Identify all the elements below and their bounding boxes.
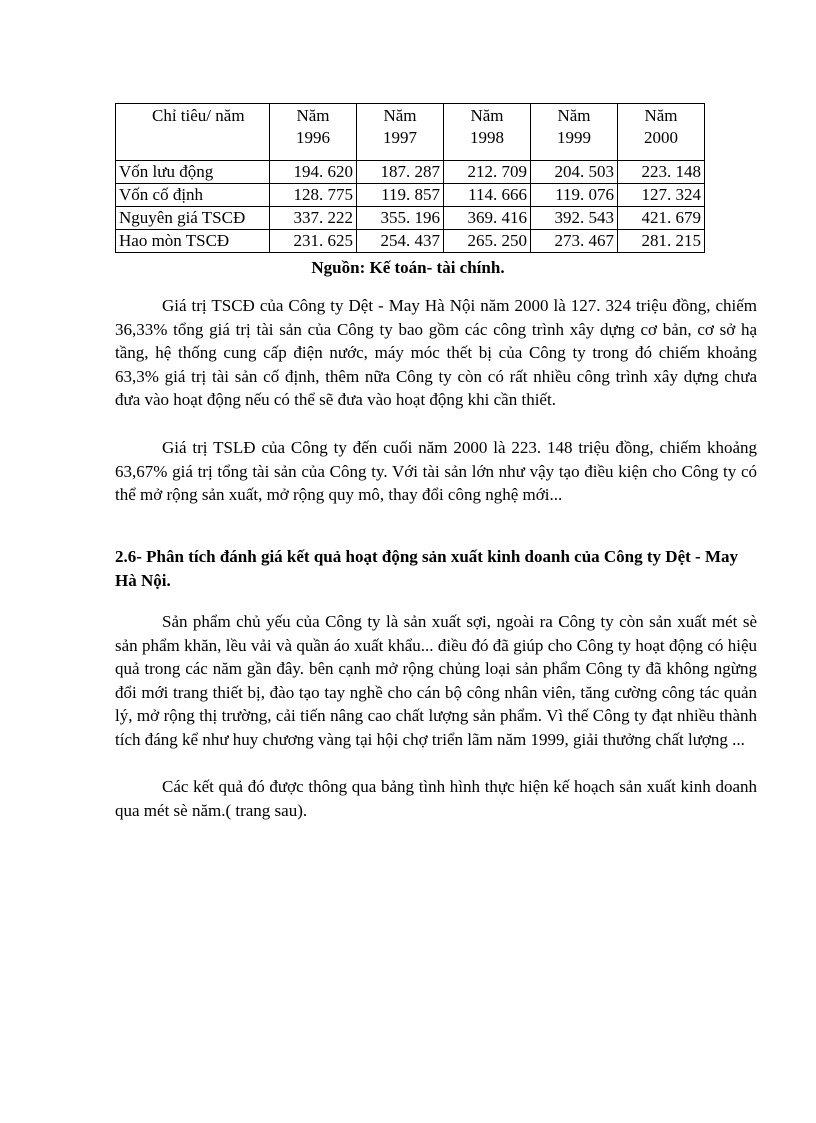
table-cell: 273. 467 [531, 230, 618, 253]
table-source-caption: Nguồn: Kế toán- tài chính. [311, 258, 505, 277]
table-cell: 254. 437 [357, 230, 444, 253]
table-cell: 119. 076 [531, 184, 618, 207]
paragraph-results: Các kết quả đó được thông qua bảng tình hình thực hiện kế hoạch sản xuất kinh doanh qua mét sè năm.( trang sau). [115, 777, 757, 820]
paragraph-fixed-assets: Giá trị TSCĐ của Công ty Dệt - May Hà Nội năm 2000 là 127. 324 triệu đồng, chiếm 36,33% tổng giá trị tài sản của Công ty bao gồm các công trình xây dựng cơ bản, cơ sở hạ tầng, hệ thống cung cấp điện nước, máy móc thết bị của Công ty trong đó chiếm khoảng 63,3% giá trị tài sản cố định, thêm nữa Công ty còn có rất nhiều công trình xây dựng chưa đưa vào hoạt động nếu có thể sẽ đưa vào hoạt động khi cần thiết. [115, 296, 757, 410]
header-year: Năm 2000 [618, 104, 705, 161]
paragraph-products: Sản phẩm chủ yếu của Công ty là sản xuất sợi, ngoài ra Công ty còn sản xuất mét sè sản phẩm khăn, lều vải và quần áo xuất khẩu... điều đó đã giúp cho Công ty hoạt động có hiệu quả trong các năm gần đây. bên cạnh mở rộng chủng loại sản phẩm Công ty đã không ngừng đổi mới trang thiết bị, đào tạo tay nghề cho cán bộ công nhân viên, tăng cường công tác quản lý, mở rộng thị trường, cải tiến nâng cao chất lượng sản phẩm. Vì thế Công ty đạt nhiều thành tích đáng kể như huy chương vàng tại hội chợ triển lãm năm 1999, giải thưởng chất lượng ... [115, 612, 757, 749]
row-label: Nguyên giá TSCĐ [116, 207, 270, 230]
table-cell: 194. 620 [270, 161, 357, 184]
table-cell: 128. 775 [270, 184, 357, 207]
table-cell: 281. 215 [618, 230, 705, 253]
table-cell: 119. 857 [357, 184, 444, 207]
table-cell: 369. 416 [444, 207, 531, 230]
table-cell: 265. 250 [444, 230, 531, 253]
table-header-row [116, 104, 705, 161]
table-cell: 392. 543 [531, 207, 618, 230]
table-cell: 187. 287 [357, 161, 444, 184]
table-cell: 204. 503 [531, 161, 618, 184]
header-year: Năm 1999 [531, 104, 618, 161]
financial-table [115, 103, 705, 253]
table-cell: 421. 679 [618, 207, 705, 230]
table-cell: 231. 625 [270, 230, 357, 253]
header-year: Năm 1996 [270, 104, 357, 161]
row-label: Hao mòn TSCĐ [116, 230, 270, 253]
table-cell: 337. 222 [270, 207, 357, 230]
table-row [116, 184, 705, 207]
table-cell: 212. 709 [444, 161, 531, 184]
section-heading: 2.6- Phân tích đánh giá kết quả hoạt động sản xuất kinh doanh của Công ty Dệt - May Hà Nội. [115, 547, 738, 590]
row-label: Vốn lưu động [116, 161, 270, 184]
header-year: Năm 1997 [357, 104, 444, 161]
header-indicator-year: Chỉ tiêu/ năm [116, 104, 270, 161]
paragraph-current-assets: Giá trị TSLĐ của Công ty đến cuối năm 2000 là 223. 148 triệu đồng, chiếm khoảng 63,67% giá trị tổng tài sản của Công ty. Với tài sản lớn như vậy tạo điều kiện cho Công ty có thể mở rộng sản xuất, mở rộng quy mô, thay đổi công nghệ mới... [115, 438, 757, 505]
table-row [116, 207, 705, 230]
table-cell: 223. 148 [618, 161, 705, 184]
table-row [116, 161, 705, 184]
table-cell: 114. 666 [444, 184, 531, 207]
table-cell: 355. 196 [357, 207, 444, 230]
table-row [116, 230, 705, 253]
header-year: Năm 1998 [444, 104, 531, 161]
row-label: Vốn cố định [116, 184, 270, 207]
table-cell: 127. 324 [618, 184, 705, 207]
